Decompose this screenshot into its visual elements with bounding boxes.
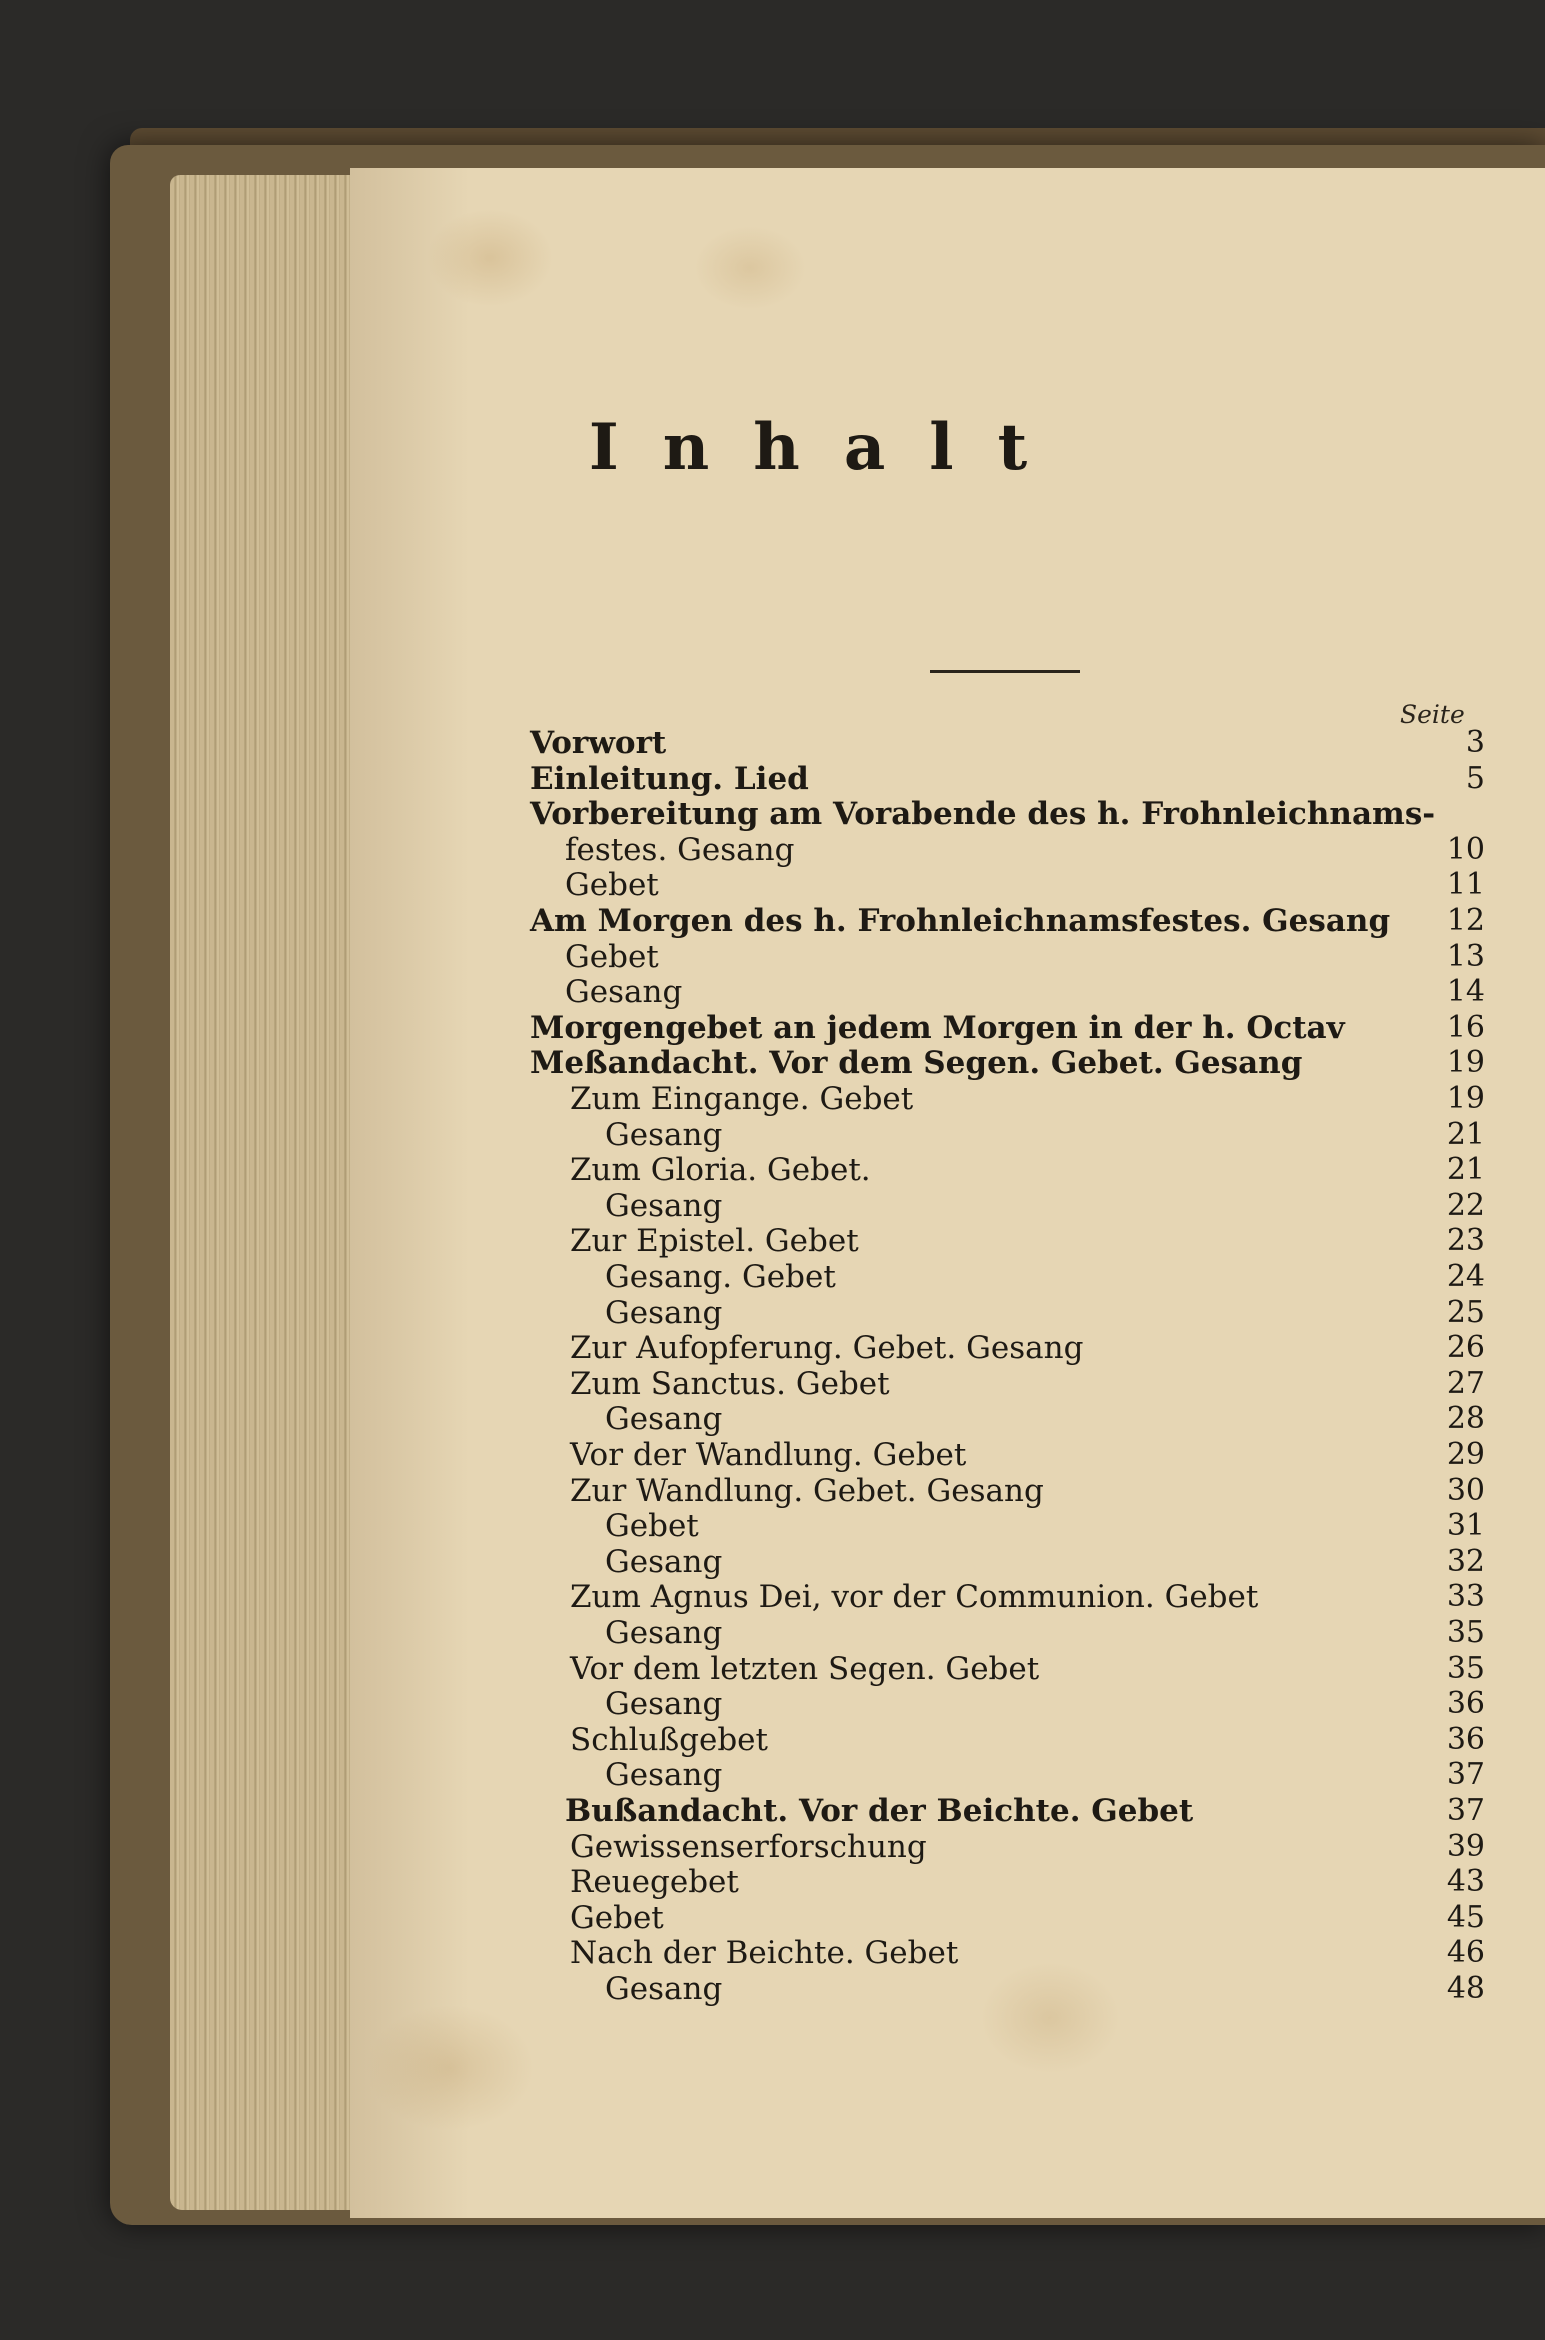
toc-page-number: 10	[1446, 832, 1485, 867]
toc-entry: Einleitung. Lied	[530, 761, 809, 797]
toc-page-number: 5	[1465, 761, 1485, 796]
toc-page-number: 16	[1446, 1010, 1485, 1045]
toc-entry: Vor dem letzten Segen. Gebet	[570, 1651, 1040, 1687]
toc-page-number: 36	[1446, 1686, 1485, 1721]
toc-entry: Gebet	[570, 1900, 664, 1936]
toc-page-number: 25	[1446, 1295, 1485, 1330]
toc-page-number: 19	[1446, 1081, 1485, 1116]
toc-entry: Gebet	[605, 1508, 699, 1544]
toc-entry: Zum Eingange. Gebet	[570, 1081, 914, 1117]
toc-page-number: 33	[1446, 1579, 1485, 1614]
toc-entry: Nach der Beichte. Gebet	[570, 1935, 959, 1971]
toc-page-number: 36	[1446, 1722, 1485, 1757]
toc-page-number: 37	[1446, 1757, 1485, 1792]
toc-page-number: 28	[1446, 1401, 1485, 1436]
toc-entry: Zur Wandlung. Gebet. Gesang	[570, 1473, 1044, 1509]
toc-page-number: 11	[1446, 867, 1485, 902]
toc-entry: Zum Gloria. Gebet.	[570, 1152, 871, 1188]
toc-page-number: 35	[1446, 1615, 1485, 1650]
toc-entry: Zur Aufopferung. Gebet. Gesang	[570, 1330, 1084, 1366]
toc-page-number: 48	[1446, 1971, 1485, 2006]
toc-page-number: 43	[1446, 1864, 1485, 1899]
toc-entry: Gebet	[565, 867, 659, 903]
toc-entry: Morgengebet an jedem Morgen in der h. Octav	[530, 1010, 1345, 1046]
toc-page-number: 29	[1446, 1437, 1485, 1472]
toc-page-number: 19	[1446, 1045, 1485, 1080]
toc-page-number: 31	[1446, 1508, 1485, 1543]
toc-page-number: 22	[1446, 1188, 1485, 1223]
toc-entry: Gesang	[605, 1401, 723, 1437]
toc-entry: Gebet	[565, 939, 659, 975]
toc-page-number: 45	[1446, 1900, 1485, 1935]
toc-entry: Zum Agnus Dei, vor der Communion. Gebet	[570, 1579, 1259, 1615]
toc-page-number: 13	[1446, 939, 1485, 974]
toc-page-number: 32	[1446, 1544, 1485, 1579]
toc-page-number: 35	[1446, 1651, 1485, 1686]
toc-entry: Zum Sanctus. Gebet	[570, 1366, 890, 1402]
toc-entry: Meßandacht. Vor dem Segen. Gebet. Gesang	[530, 1045, 1303, 1081]
page-title: Inhalt	[588, 410, 1072, 485]
toc-entry: Gesang	[605, 1686, 723, 1722]
toc-entry: Gesang	[605, 1971, 723, 2007]
toc-page-number: 46	[1446, 1935, 1485, 1970]
page-column-header: Seite	[1400, 700, 1465, 729]
toc-page-number: 23	[1446, 1223, 1485, 1258]
toc-page-number: 21	[1446, 1117, 1485, 1152]
toc-entry: Am Morgen des h. Frohnleichnamsfestes. Gesang	[530, 903, 1391, 939]
toc-entry: Gesang	[565, 974, 683, 1010]
toc-page-number: 30	[1446, 1473, 1485, 1508]
toc-page-number: 12	[1446, 903, 1485, 938]
toc-page-number: 39	[1446, 1829, 1485, 1864]
toc-entry: Reuegebet	[570, 1864, 739, 1900]
toc-entry: Schlußgebet	[570, 1722, 768, 1758]
toc-entry: Vorbereitung am Vorabende des h. Frohnleichnams-	[530, 796, 1436, 832]
toc-entry: Gesang	[605, 1757, 723, 1793]
toc-entry: Gewissenserforschung	[570, 1829, 927, 1865]
toc-page-number: 21	[1446, 1152, 1485, 1187]
toc-entry: Gesang. Gebet	[605, 1259, 836, 1295]
toc-page-number: 27	[1446, 1366, 1485, 1401]
toc-entry: Vor der Wandlung. Gebet	[570, 1437, 967, 1473]
toc-entry: Gesang	[605, 1544, 723, 1580]
toc-entry: festes. Gesang	[565, 832, 795, 868]
toc-entry: Vorwort	[530, 725, 667, 761]
toc-page-number: 26	[1446, 1330, 1485, 1365]
toc-entry: Gesang	[605, 1295, 723, 1331]
toc-entry: Gesang	[605, 1615, 723, 1651]
toc-page-number: 3	[1465, 725, 1485, 760]
toc-page-number: 24	[1446, 1259, 1485, 1294]
toc-page-number: 14	[1446, 974, 1485, 1009]
toc-entry: Zur Epistel. Gebet	[570, 1223, 859, 1259]
toc-entry: Gesang	[605, 1117, 723, 1153]
toc-entry: Bußandacht. Vor der Beichte. Gebet	[565, 1793, 1194, 1829]
toc-entry: Gesang	[605, 1188, 723, 1224]
toc-page-number: 37	[1446, 1793, 1485, 1828]
